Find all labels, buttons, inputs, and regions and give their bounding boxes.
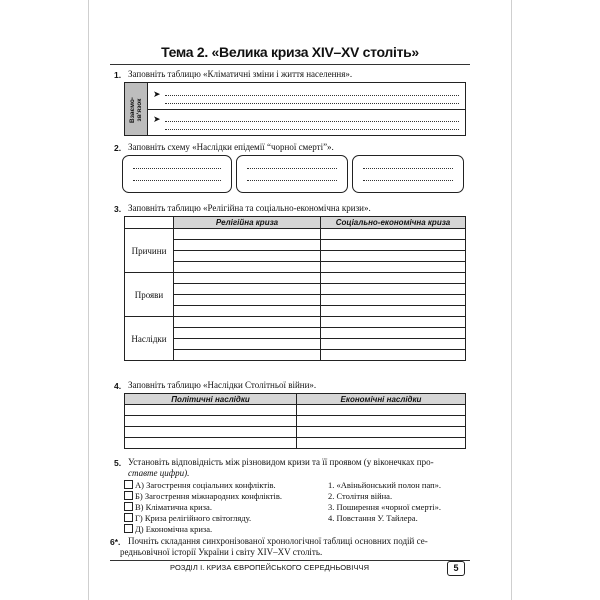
q3-cell[interactable] (321, 339, 466, 350)
q2-scheme-box[interactable] (236, 155, 348, 193)
q2-scheme-box[interactable] (122, 155, 232, 193)
answer-checkbox[interactable] (124, 502, 133, 511)
q3-header: Соціально-економічна криза (321, 217, 466, 229)
q2-text: Заповніть схему «Наслідки епідемії “чорної смерті”». (128, 142, 334, 152)
q1-fill-line[interactable] (165, 103, 459, 104)
q5-answer-1: 1. «Авіньйонський полон пап». (328, 480, 442, 490)
page-title: Тема 2. «Велика криза XIV–XV століть» (161, 44, 419, 60)
q4-table (124, 393, 466, 449)
q2-number: 2. (114, 143, 122, 153)
q3-cell[interactable] (174, 240, 321, 251)
q3-cell[interactable] (174, 328, 321, 339)
q3-cell[interactable] (321, 251, 466, 262)
q1-arrow-icon: ➤ (153, 114, 161, 124)
q1-table (124, 82, 466, 136)
q4-cell[interactable] (125, 416, 297, 427)
q6-text-line1: Почніть складання синхронізованої хронологічної таблиці основних подій се- (128, 536, 428, 546)
q5-option-a[interactable] (124, 480, 276, 492)
q3-cell[interactable] (174, 284, 321, 295)
q5-option-e[interactable] (124, 524, 212, 536)
q3-number: 3. (114, 204, 122, 214)
q5-text-line2: ставте цифри). (128, 468, 190, 478)
q3-cell[interactable] (174, 339, 321, 350)
q1-arrow-icon: ➤ (153, 89, 161, 99)
q4-header: Економічні наслідки (297, 394, 466, 405)
q5-number: 5. (114, 458, 122, 468)
q3-row-label: Наслідки (125, 317, 174, 361)
q3-cell[interactable] (174, 350, 321, 361)
q5-answer-3: 3. Поширення «чорної смерті». (328, 502, 441, 512)
q4-cell[interactable] (125, 427, 297, 438)
q4-cell[interactable] (297, 405, 466, 416)
q5-option-c[interactable] (124, 502, 212, 514)
q4-number: 4. (114, 381, 122, 391)
q3-cell[interactable] (321, 229, 466, 240)
q5-option-label: А) Загострення соціальних конфліктів. (135, 480, 276, 490)
q3-table (124, 216, 466, 361)
answer-checkbox[interactable] (124, 513, 133, 522)
q3-cell[interactable] (174, 295, 321, 306)
q1-number: 1. (114, 70, 122, 80)
q5-option-label: Г) Криза релігійного світогляду. (135, 513, 252, 523)
q3-cell[interactable] (174, 273, 321, 284)
q1-fill-line[interactable] (165, 129, 459, 130)
q4-cell[interactable] (297, 427, 466, 438)
q3-row-label: Прояви (125, 273, 174, 317)
q3-cell[interactable] (321, 262, 466, 273)
q3-cell[interactable] (174, 262, 321, 273)
q3-cell[interactable] (321, 295, 466, 306)
answer-checkbox[interactable] (124, 524, 133, 533)
answer-checkbox[interactable] (124, 491, 133, 500)
page-number: 5 (447, 561, 465, 576)
q5-answer-2: 2. Столітня війна. (328, 491, 393, 501)
q4-cell[interactable] (125, 405, 297, 416)
q1-fill-line[interactable] (165, 121, 459, 122)
q5-text-line1: Установіть відповідність між різновидом кризи та її проявом (у віконечках про- (128, 457, 434, 467)
q3-cell[interactable] (321, 350, 466, 361)
q1-fill-line[interactable] (165, 95, 459, 96)
q5-option-label: Д) Економічна криза. (135, 524, 213, 534)
q3-header: Релігійна криза (174, 217, 321, 229)
q5-option-d[interactable] (124, 513, 251, 525)
q2-scheme-box[interactable] (352, 155, 464, 193)
footer-section-title: РОЗДІЛ І. КРИЗА ЄВРОПЕЙСЬКОГО СЕРЕДНЬОВІЧЧЯ (170, 563, 370, 572)
q5-option-label: Б) Загострення міжнародних конфліктів. (135, 491, 282, 501)
q3-cell[interactable] (174, 317, 321, 328)
q1-side-cell (125, 83, 148, 135)
q3-cell[interactable] (321, 328, 466, 339)
q4-header: Політичні наслідки (125, 394, 297, 405)
q3-row-label: Причини (125, 229, 174, 273)
q6-text-line2: редньовічної історії України і світу XIV–XV століть. (120, 547, 323, 557)
q3-cell[interactable] (174, 306, 321, 317)
q3-cell[interactable] (321, 273, 466, 284)
q1-side-label: Взаємо- зв'язок (129, 97, 143, 123)
q3-cell[interactable] (174, 229, 321, 240)
q1-row-divider (147, 109, 465, 110)
q3-cell[interactable] (174, 251, 321, 262)
q3-cell[interactable] (321, 306, 466, 317)
q4-cell[interactable] (297, 416, 466, 427)
q4-text: Заповніть таблицю «Наслідки Столітньої війни». (128, 380, 317, 390)
q4-cell[interactable] (125, 438, 297, 449)
q1-text: Заповніть таблицю «Кліматичні зміни і життя населення». (128, 69, 353, 79)
q3-cell[interactable] (321, 317, 466, 328)
q5-option-b[interactable] (124, 491, 282, 503)
q4-cell[interactable] (297, 438, 466, 449)
q5-option-label: В) Кліматична криза. (135, 502, 212, 512)
q3-cell[interactable] (321, 240, 466, 251)
answer-checkbox[interactable] (124, 480, 133, 489)
q3-cell[interactable] (321, 284, 466, 295)
title-divider (110, 64, 470, 65)
q6-number: 6*. (110, 537, 121, 547)
q5-answer-4: 4. Повстання У. Тайлера. (328, 513, 418, 523)
q3-text: Заповніть таблицю «Релігійна та соціально-економічна кризи». (128, 203, 371, 213)
footer-rule (110, 560, 470, 561)
q3-corner-cell (125, 217, 174, 229)
